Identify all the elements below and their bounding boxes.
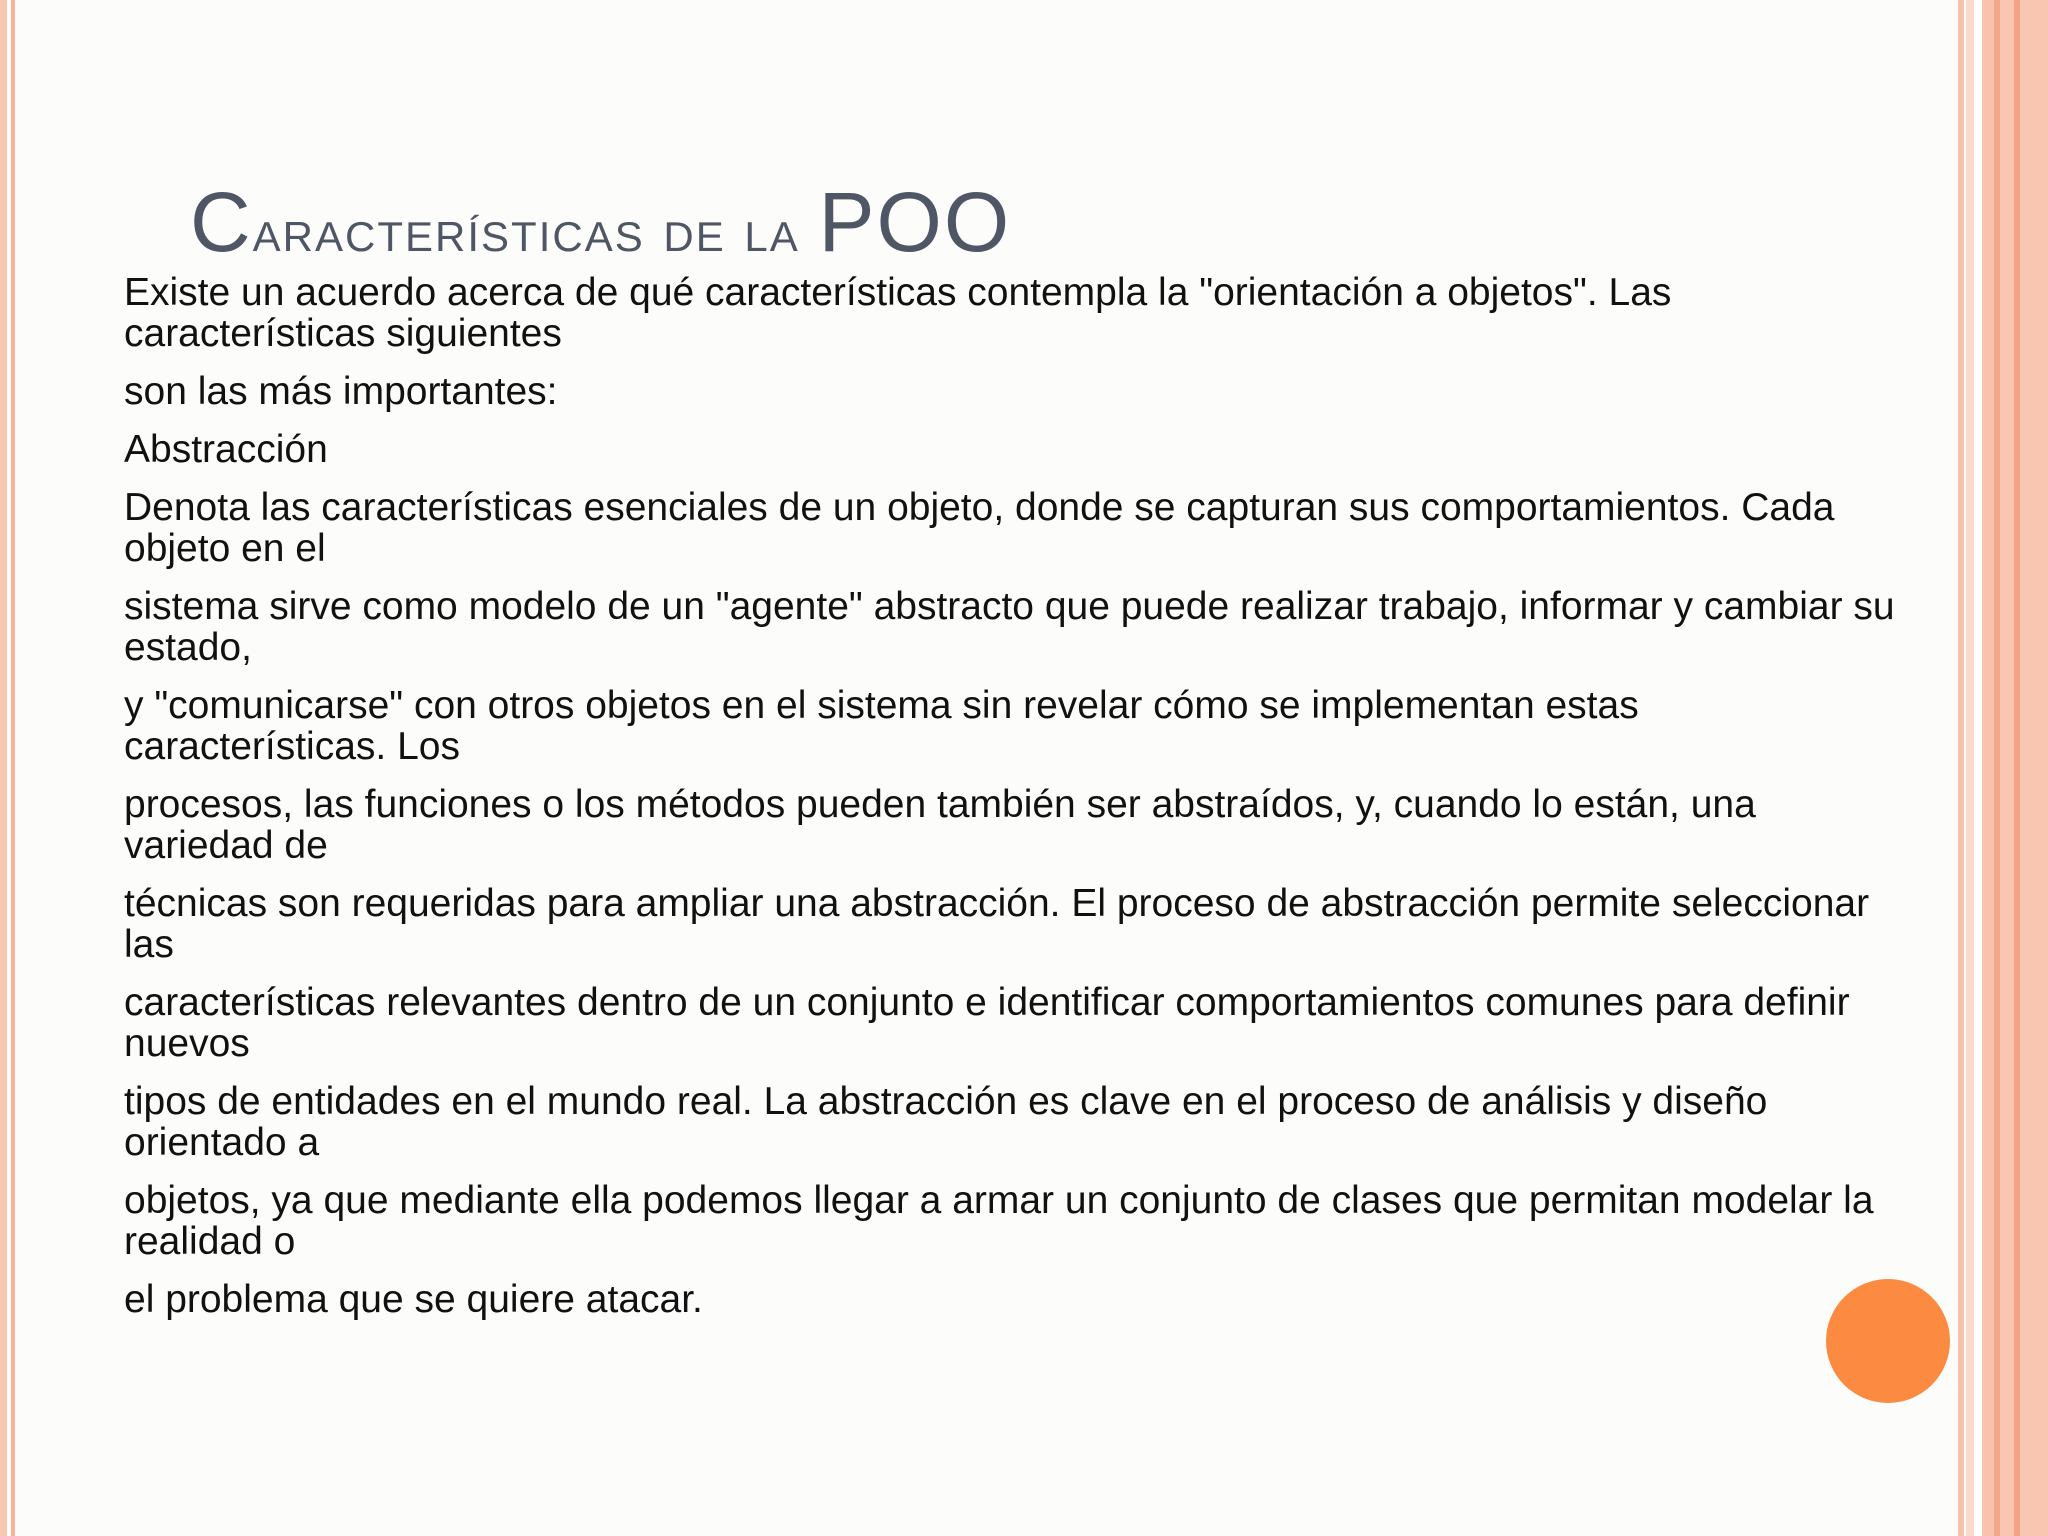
slide-body xyxy=(124,272,1904,1337)
right-border-stripe xyxy=(1966,0,1974,1536)
paragraph: procesos, las funciones o los métodos pueden también ser abstraídos, y, cuando lo están, una variedad de xyxy=(124,783,1756,867)
right-border-stripe xyxy=(1958,0,1964,1536)
title-acronym: POO xyxy=(818,175,1012,269)
paragraph: sistema sirve como modelo de un "agente" abstracto que puede realizar trabajo, informar y cambiar su estado, xyxy=(124,585,1895,669)
paragraph-heading-abstraccion: Abstracción xyxy=(124,428,328,471)
title-initial: C xyxy=(190,175,253,269)
accent-circle xyxy=(1826,1279,1950,1403)
right-border-stripe xyxy=(1982,0,1994,1536)
left-border-stripe-inner xyxy=(11,0,15,1536)
paragraph: Denota las características esenciales de un objeto, donde se capturan sus comportamientos. Cada objeto en el xyxy=(124,486,1835,570)
right-border-band xyxy=(2000,0,2048,1536)
right-border-gap xyxy=(1974,0,1982,1536)
paragraph: y "comunicarse" con otros objetos en el sistema sin revelar cómo se implementan estas características. Los xyxy=(124,684,1639,768)
paragraph: son las más importantes: xyxy=(124,370,558,413)
right-border-stripe xyxy=(1994,0,2000,1536)
paragraph: técnicas son requeridas para ampliar una abstracción. El proceso de abstracción permite seleccionar las xyxy=(124,882,1870,966)
paragraph: objetos, ya que mediante ella podemos llegar a armar un conjunto de clases que permitan modelar la realidad o xyxy=(124,1179,1874,1263)
right-border-stripe xyxy=(2014,0,2020,1536)
paragraph: Existe un acuerdo acerca de qué características contempla la "orientación a objetos". Las características siguientes xyxy=(124,271,1672,355)
slide-title xyxy=(190,172,1011,273)
paragraph: tipos de entidades en el mundo real. La abstracción es clave en el proceso de análisis y diseño orientado a xyxy=(124,1080,1768,1164)
paragraph: el problema que se quiere atacar. xyxy=(124,1278,703,1321)
title-text: aracterísticas de la xyxy=(252,197,819,264)
paragraph: características relevantes dentro de un conjunto e identificar comportamientos comunes para definir nuevos xyxy=(124,981,1850,1065)
left-border-stripe xyxy=(0,0,7,1536)
